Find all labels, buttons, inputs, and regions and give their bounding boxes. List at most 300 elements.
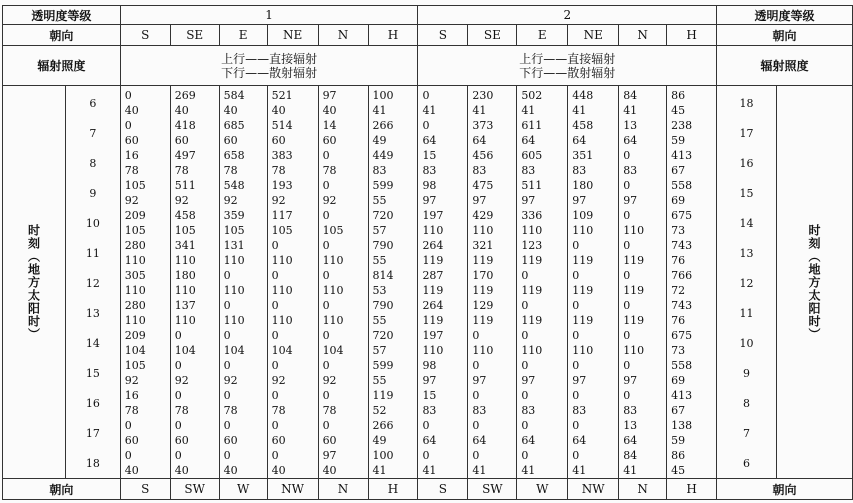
radiation-value: 0 bbox=[124, 119, 132, 132]
radiation-value: 110 bbox=[422, 344, 444, 357]
radiation-value: 92 bbox=[223, 194, 238, 207]
radiation-value: 60 bbox=[124, 434, 139, 447]
radiation-value: 78 bbox=[322, 164, 337, 177]
legend-diffuse: 下行——散射辐射 bbox=[519, 65, 616, 80]
radiation-value: 92 bbox=[322, 194, 337, 207]
radiation-value: 413 bbox=[671, 149, 693, 162]
radiation-value: 336 bbox=[521, 209, 543, 222]
orient-top-g2: H bbox=[667, 25, 717, 46]
radiation-value: 92 bbox=[322, 374, 337, 387]
radiation-value: 41 bbox=[623, 464, 638, 477]
radiation-value: 0 bbox=[271, 269, 279, 282]
radiation-value: 60 bbox=[174, 434, 189, 447]
radiation-value: 0 bbox=[521, 389, 529, 402]
radiation-value: 13 bbox=[623, 419, 638, 432]
radiation-value: 60 bbox=[174, 134, 189, 147]
radiation-value: 137 bbox=[174, 299, 196, 312]
radiation-value: 73 bbox=[671, 224, 686, 237]
radiation-value: 584 bbox=[223, 89, 245, 102]
hour-label: 11 bbox=[739, 306, 754, 320]
radiation-value: 456 bbox=[472, 149, 494, 162]
radiation-value: 105 bbox=[174, 224, 196, 237]
radiation-value: 41 bbox=[572, 464, 587, 477]
radiation-value: 511 bbox=[174, 179, 196, 192]
g1-col bbox=[267, 86, 318, 479]
radiation-value: 119 bbox=[521, 284, 543, 297]
radiation-value: 41 bbox=[472, 104, 487, 117]
radiation-value: 0 bbox=[223, 269, 231, 282]
radiation-value: 0 bbox=[472, 329, 480, 342]
radiation-value: 15 bbox=[422, 389, 437, 402]
radiation-value: 41 bbox=[623, 104, 638, 117]
radiation-value: 0 bbox=[322, 389, 330, 402]
radiation-value: 83 bbox=[422, 404, 437, 417]
radiation-value: 83 bbox=[572, 404, 587, 417]
orient-top-g2: N bbox=[619, 25, 667, 46]
radiation-value: 119 bbox=[572, 284, 594, 297]
hour-label: 8 bbox=[89, 156, 97, 170]
radiation-value: 511 bbox=[521, 179, 543, 192]
radiation-value: 110 bbox=[124, 254, 146, 267]
g2-values-n bbox=[619, 86, 666, 478]
radiation-value: 41 bbox=[572, 104, 587, 117]
radiation-value: 92 bbox=[271, 374, 286, 387]
g2-values-h bbox=[667, 86, 716, 478]
radiation-value: 83 bbox=[372, 164, 387, 177]
radiation-value: 41 bbox=[521, 464, 536, 477]
radiation-value: 0 bbox=[124, 419, 132, 432]
radiation-value: 97 bbox=[422, 374, 437, 387]
radiation-value: 97 bbox=[521, 194, 536, 207]
radiation-value: 55 bbox=[372, 314, 387, 327]
radiation-value: 110 bbox=[271, 254, 293, 267]
orient-top-g1: SE bbox=[170, 25, 219, 46]
orient-bottom-g2: SW bbox=[468, 479, 517, 500]
radiation-value: 0 bbox=[623, 359, 631, 372]
radiation-value: 41 bbox=[422, 464, 437, 477]
radiation-value: 97 bbox=[623, 374, 638, 387]
orient-top-g1: H bbox=[368, 25, 418, 46]
radiation-value: 502 bbox=[521, 89, 543, 102]
radiation-value: 558 bbox=[671, 359, 693, 372]
radiation-value: 110 bbox=[174, 314, 196, 327]
radiation-value: 16 bbox=[124, 389, 139, 402]
hour-label: 16 bbox=[739, 156, 754, 170]
g1-values-ne bbox=[268, 86, 318, 478]
radiation-value: 83 bbox=[521, 164, 536, 177]
g1-col bbox=[318, 86, 368, 479]
radiation-value: 60 bbox=[271, 434, 286, 447]
radiation-value: 0 bbox=[623, 299, 631, 312]
radiation-value: 0 bbox=[322, 209, 330, 222]
radiation-value: 83 bbox=[472, 404, 487, 417]
solar-radiation-table bbox=[2, 5, 853, 500]
radiation-value: 521 bbox=[271, 89, 293, 102]
radiation-value: 55 bbox=[372, 254, 387, 267]
radiation-value: 605 bbox=[521, 149, 543, 162]
g2-values-se bbox=[468, 86, 516, 478]
radiation-value: 119 bbox=[422, 314, 444, 327]
radiation-value: 92 bbox=[174, 194, 189, 207]
radiation-value: 97 bbox=[472, 374, 487, 387]
radiation-value: 599 bbox=[372, 179, 394, 192]
radiation-value: 0 bbox=[572, 299, 580, 312]
radiation-value: 119 bbox=[372, 389, 394, 402]
radiation-value: 64 bbox=[572, 134, 587, 147]
radiation-value: 104 bbox=[322, 344, 344, 357]
radiation-value: 110 bbox=[521, 344, 543, 357]
radiation-value: 0 bbox=[322, 359, 330, 372]
radiation-value: 64 bbox=[623, 134, 638, 147]
radiation-value: 123 bbox=[521, 239, 543, 252]
radiation-value: 110 bbox=[521, 224, 543, 237]
radiation-value: 110 bbox=[223, 314, 245, 327]
transparency-label-right: 透明度等级 bbox=[717, 6, 853, 25]
g2-values-ne bbox=[568, 86, 618, 478]
radiation-value: 458 bbox=[572, 119, 594, 132]
orient-bottom-g1: H bbox=[368, 479, 418, 500]
legend-direct: 上行——直接辐射 bbox=[221, 51, 318, 66]
radiation-value: 0 bbox=[422, 419, 430, 432]
radiation-value: 110 bbox=[174, 254, 196, 267]
orient-bottom-g1: S bbox=[120, 479, 170, 500]
radiation-value: 49 bbox=[372, 134, 387, 147]
hours-right-list bbox=[717, 86, 776, 478]
radiation-value: 64 bbox=[623, 434, 638, 447]
radiation-value: 110 bbox=[623, 344, 645, 357]
time-label-right: 时刻（地方太阳时） bbox=[806, 223, 821, 341]
radiation-value: 0 bbox=[572, 329, 580, 342]
radiation-value: 0 bbox=[623, 149, 631, 162]
radiation-value: 57 bbox=[372, 224, 387, 237]
radiation-value: 0 bbox=[322, 419, 330, 432]
radiation-value: 0 bbox=[472, 449, 480, 462]
radiation-value: 548 bbox=[223, 179, 245, 192]
radiation-value: 280 bbox=[124, 299, 146, 312]
orient-bottom-g2: S bbox=[418, 479, 468, 500]
radiation-value: 0 bbox=[174, 449, 182, 462]
g1-values-e bbox=[220, 86, 267, 478]
radiation-value: 110 bbox=[623, 224, 645, 237]
orientation-label-bottom-left: 朝向 bbox=[3, 479, 121, 500]
radiation-value: 611 bbox=[521, 119, 543, 132]
radiation-value: 0 bbox=[271, 449, 279, 462]
radiation-value: 383 bbox=[271, 149, 293, 162]
radiation-value: 64 bbox=[422, 134, 437, 147]
radiation-value: 76 bbox=[671, 314, 686, 327]
radiation-value: 83 bbox=[623, 404, 638, 417]
radiation-value: 287 bbox=[422, 269, 444, 282]
radiation-value: 0 bbox=[572, 269, 580, 282]
radiation-value: 40 bbox=[223, 464, 238, 477]
radiation-value: 0 bbox=[422, 119, 430, 132]
radiation-value: 105 bbox=[223, 224, 245, 237]
radiation-value: 0 bbox=[322, 329, 330, 342]
radiation-value: 92 bbox=[223, 374, 238, 387]
radiation-value: 675 bbox=[671, 209, 693, 222]
radiation-value: 64 bbox=[422, 434, 437, 447]
radiation-value: 497 bbox=[174, 149, 196, 162]
radiation-value: 0 bbox=[271, 299, 279, 312]
radiation-value: 321 bbox=[472, 239, 494, 252]
radiation-value: 40 bbox=[223, 104, 238, 117]
radiation-value: 720 bbox=[372, 209, 394, 222]
radiation-value: 514 bbox=[271, 119, 293, 132]
radiation-value: 86 bbox=[671, 89, 686, 102]
radiation-value: 13 bbox=[623, 119, 638, 132]
radiation-value: 790 bbox=[372, 239, 394, 252]
radiation-value: 0 bbox=[572, 239, 580, 252]
hour-label: 10 bbox=[85, 216, 100, 230]
radiation-value: 55 bbox=[372, 374, 387, 387]
radiation-value: 180 bbox=[174, 269, 196, 282]
radiation-value: 119 bbox=[422, 284, 444, 297]
radiation-value: 105 bbox=[124, 224, 146, 237]
orientation-label-top-left: 朝向 bbox=[3, 25, 121, 46]
radiation-value: 280 bbox=[124, 239, 146, 252]
radiation-value: 67 bbox=[671, 404, 686, 417]
hour-label: 14 bbox=[85, 336, 100, 350]
radiation-value: 0 bbox=[271, 419, 279, 432]
radiation-value: 40 bbox=[322, 104, 337, 117]
radiation-value: 60 bbox=[124, 134, 139, 147]
radiation-value: 0 bbox=[521, 299, 529, 312]
radiation-value: 170 bbox=[472, 269, 494, 282]
radiation-value: 413 bbox=[671, 389, 693, 402]
radiation-value: 0 bbox=[623, 209, 631, 222]
radiation-value: 110 bbox=[271, 314, 293, 327]
hour-label: 16 bbox=[85, 396, 100, 410]
radiation-value: 230 bbox=[472, 89, 494, 102]
radiation-value: 0 bbox=[422, 89, 430, 102]
hour-label: 17 bbox=[85, 426, 100, 440]
radiation-value: 105 bbox=[124, 179, 146, 192]
radiation-value: 64 bbox=[472, 134, 487, 147]
radiation-value: 64 bbox=[572, 434, 587, 447]
radiation-value: 40 bbox=[124, 104, 139, 117]
radiation-value: 110 bbox=[223, 284, 245, 297]
hours-left-cell bbox=[65, 86, 120, 479]
g2-col bbox=[667, 86, 717, 479]
radiation-value: 40 bbox=[271, 464, 286, 477]
radiation-value: 0 bbox=[472, 419, 480, 432]
radiation-value: 83 bbox=[623, 164, 638, 177]
radiation-value: 72 bbox=[671, 284, 686, 297]
orient-bottom-g1: SW bbox=[170, 479, 219, 500]
orientation-label-bottom-right: 朝向 bbox=[717, 479, 853, 500]
radiation-value: 180 bbox=[572, 179, 594, 192]
g1-values-s bbox=[121, 86, 170, 478]
radiation-value: 60 bbox=[223, 434, 238, 447]
time-label-left: 时刻（地方太阳时） bbox=[26, 223, 41, 341]
orient-top-g1: NE bbox=[267, 25, 318, 46]
legend-group-2 bbox=[418, 46, 717, 86]
g2-col bbox=[568, 86, 619, 479]
radiation-value: 97 bbox=[422, 194, 437, 207]
radiation-value: 373 bbox=[472, 119, 494, 132]
hours-left-list bbox=[66, 86, 120, 478]
radiation-value: 41 bbox=[372, 104, 387, 117]
radiation-value: 264 bbox=[422, 299, 444, 312]
radiation-value: 0 bbox=[223, 449, 231, 462]
radiation-value: 0 bbox=[174, 419, 182, 432]
radiation-value: 119 bbox=[623, 254, 645, 267]
radiation-value: 104 bbox=[271, 344, 293, 357]
radiation-value: 197 bbox=[422, 209, 444, 222]
radiation-value: 92 bbox=[271, 194, 286, 207]
radiation-value: 475 bbox=[472, 179, 494, 192]
hour-label: 14 bbox=[739, 216, 754, 230]
radiation-value: 98 bbox=[422, 359, 437, 372]
radiation-value: 131 bbox=[223, 239, 245, 252]
radiation-value: 110 bbox=[472, 344, 494, 357]
radiation-value: 117 bbox=[271, 209, 293, 222]
hour-label: 12 bbox=[739, 276, 754, 290]
orient-bottom-g1: N bbox=[318, 479, 368, 500]
radiation-value: 264 bbox=[422, 239, 444, 252]
radiation-value: 449 bbox=[372, 149, 394, 162]
orient-top-g2: NE bbox=[568, 25, 619, 46]
radiation-value: 60 bbox=[223, 134, 238, 147]
radiation-value: 0 bbox=[223, 299, 231, 312]
radiation-value: 78 bbox=[174, 404, 189, 417]
radiation-value: 0 bbox=[223, 359, 231, 372]
radiation-value: 658 bbox=[223, 149, 245, 162]
radiation-value: 69 bbox=[671, 194, 686, 207]
radiation-value: 0 bbox=[124, 449, 132, 462]
time-label-left-cell bbox=[3, 86, 66, 479]
radiation-value: 110 bbox=[422, 224, 444, 237]
radiation-value: 138 bbox=[671, 419, 693, 432]
radiation-value: 458 bbox=[174, 209, 196, 222]
irradiance-label-right: 辐射照度 bbox=[717, 46, 853, 86]
radiation-value: 97 bbox=[572, 194, 587, 207]
radiation-value: 97 bbox=[472, 194, 487, 207]
radiation-value: 92 bbox=[124, 374, 139, 387]
radiation-value: 351 bbox=[572, 149, 594, 162]
radiation-value: 0 bbox=[521, 269, 529, 282]
hour-label: 9 bbox=[89, 186, 97, 200]
radiation-value: 55 bbox=[372, 194, 387, 207]
radiation-value: 57 bbox=[372, 344, 387, 357]
radiation-value: 0 bbox=[271, 239, 279, 252]
hour-label: 18 bbox=[739, 96, 754, 110]
g1-values-se bbox=[171, 86, 219, 478]
radiation-value: 0 bbox=[623, 179, 631, 192]
hour-label: 18 bbox=[85, 456, 100, 470]
radiation-value: 83 bbox=[472, 164, 487, 177]
radiation-value: 110 bbox=[322, 284, 344, 297]
radiation-value: 766 bbox=[671, 269, 693, 282]
radiation-value: 119 bbox=[422, 254, 444, 267]
radiation-value: 0 bbox=[223, 419, 231, 432]
radiation-value: 83 bbox=[572, 164, 587, 177]
g2-values-s bbox=[418, 86, 467, 478]
g2-col bbox=[619, 86, 667, 479]
radiation-value: 0 bbox=[271, 329, 279, 342]
radiation-value: 97 bbox=[521, 374, 536, 387]
radiation-value: 0 bbox=[223, 389, 231, 402]
radiation-value: 0 bbox=[572, 449, 580, 462]
radiation-value: 59 bbox=[671, 434, 686, 447]
orient-top-g1: S bbox=[120, 25, 170, 46]
radiation-value: 84 bbox=[623, 89, 638, 102]
transparency-label-left: 透明度等级 bbox=[3, 6, 121, 25]
orient-bottom-g2: N bbox=[619, 479, 667, 500]
radiation-value: 0 bbox=[422, 449, 430, 462]
radiation-value: 49 bbox=[372, 434, 387, 447]
radiation-value: 67 bbox=[671, 164, 686, 177]
radiation-value: 0 bbox=[322, 239, 330, 252]
hour-label: 15 bbox=[85, 366, 100, 380]
orient-top-g1: E bbox=[219, 25, 267, 46]
radiation-value: 0 bbox=[322, 299, 330, 312]
radiation-value: 92 bbox=[174, 374, 189, 387]
g1-col bbox=[368, 86, 418, 479]
radiation-value: 78 bbox=[223, 164, 238, 177]
radiation-value: 40 bbox=[174, 464, 189, 477]
radiation-value: 0 bbox=[623, 389, 631, 402]
radiation-value: 78 bbox=[271, 164, 286, 177]
group-2-header: 2 bbox=[418, 6, 717, 25]
g1-col bbox=[170, 86, 219, 479]
time-label-right-cell bbox=[776, 86, 852, 479]
legend-group-1 bbox=[120, 46, 418, 86]
radiation-value: 97 bbox=[322, 89, 337, 102]
radiation-value: 76 bbox=[671, 254, 686, 267]
hour-label: 6 bbox=[89, 96, 97, 110]
irradiance-label-left: 辐射照度 bbox=[3, 46, 121, 86]
radiation-value: 0 bbox=[623, 329, 631, 342]
radiation-value: 266 bbox=[372, 119, 394, 132]
radiation-value: 16 bbox=[124, 149, 139, 162]
radiation-value: 41 bbox=[422, 104, 437, 117]
hour-label: 13 bbox=[739, 246, 754, 260]
orient-top-g2: S bbox=[418, 25, 468, 46]
radiation-value: 0 bbox=[124, 89, 132, 102]
orient-bottom-g2: NW bbox=[568, 479, 619, 500]
radiation-value: 119 bbox=[623, 314, 645, 327]
radiation-value: 418 bbox=[174, 119, 196, 132]
radiation-value: 448 bbox=[572, 89, 594, 102]
radiation-value: 599 bbox=[372, 359, 394, 372]
radiation-value: 0 bbox=[521, 359, 529, 372]
radiation-value: 129 bbox=[472, 299, 494, 312]
radiation-value: 64 bbox=[521, 434, 536, 447]
orient-bottom-g2: H bbox=[667, 479, 717, 500]
radiation-value: 78 bbox=[271, 404, 286, 417]
radiation-value: 78 bbox=[124, 164, 139, 177]
radiation-value: 73 bbox=[671, 344, 686, 357]
radiation-value: 0 bbox=[623, 269, 631, 282]
radiation-value: 110 bbox=[223, 254, 245, 267]
radiation-value: 0 bbox=[322, 149, 330, 162]
radiation-value: 40 bbox=[174, 104, 189, 117]
radiation-value: 104 bbox=[223, 344, 245, 357]
legend-diffuse: 下行——散射辐射 bbox=[221, 65, 318, 80]
orient-top-g1: N bbox=[318, 25, 368, 46]
radiation-value: 675 bbox=[671, 329, 693, 342]
radiation-value: 119 bbox=[472, 254, 494, 267]
hour-label: 15 bbox=[739, 186, 754, 200]
radiation-value: 78 bbox=[174, 164, 189, 177]
radiation-value: 0 bbox=[521, 329, 529, 342]
orientation-label-top-right: 朝向 bbox=[717, 25, 853, 46]
orient-bottom-g1: NW bbox=[267, 479, 318, 500]
hour-label: 10 bbox=[739, 336, 754, 350]
radiation-value: 15 bbox=[422, 149, 437, 162]
radiation-value: 110 bbox=[472, 224, 494, 237]
